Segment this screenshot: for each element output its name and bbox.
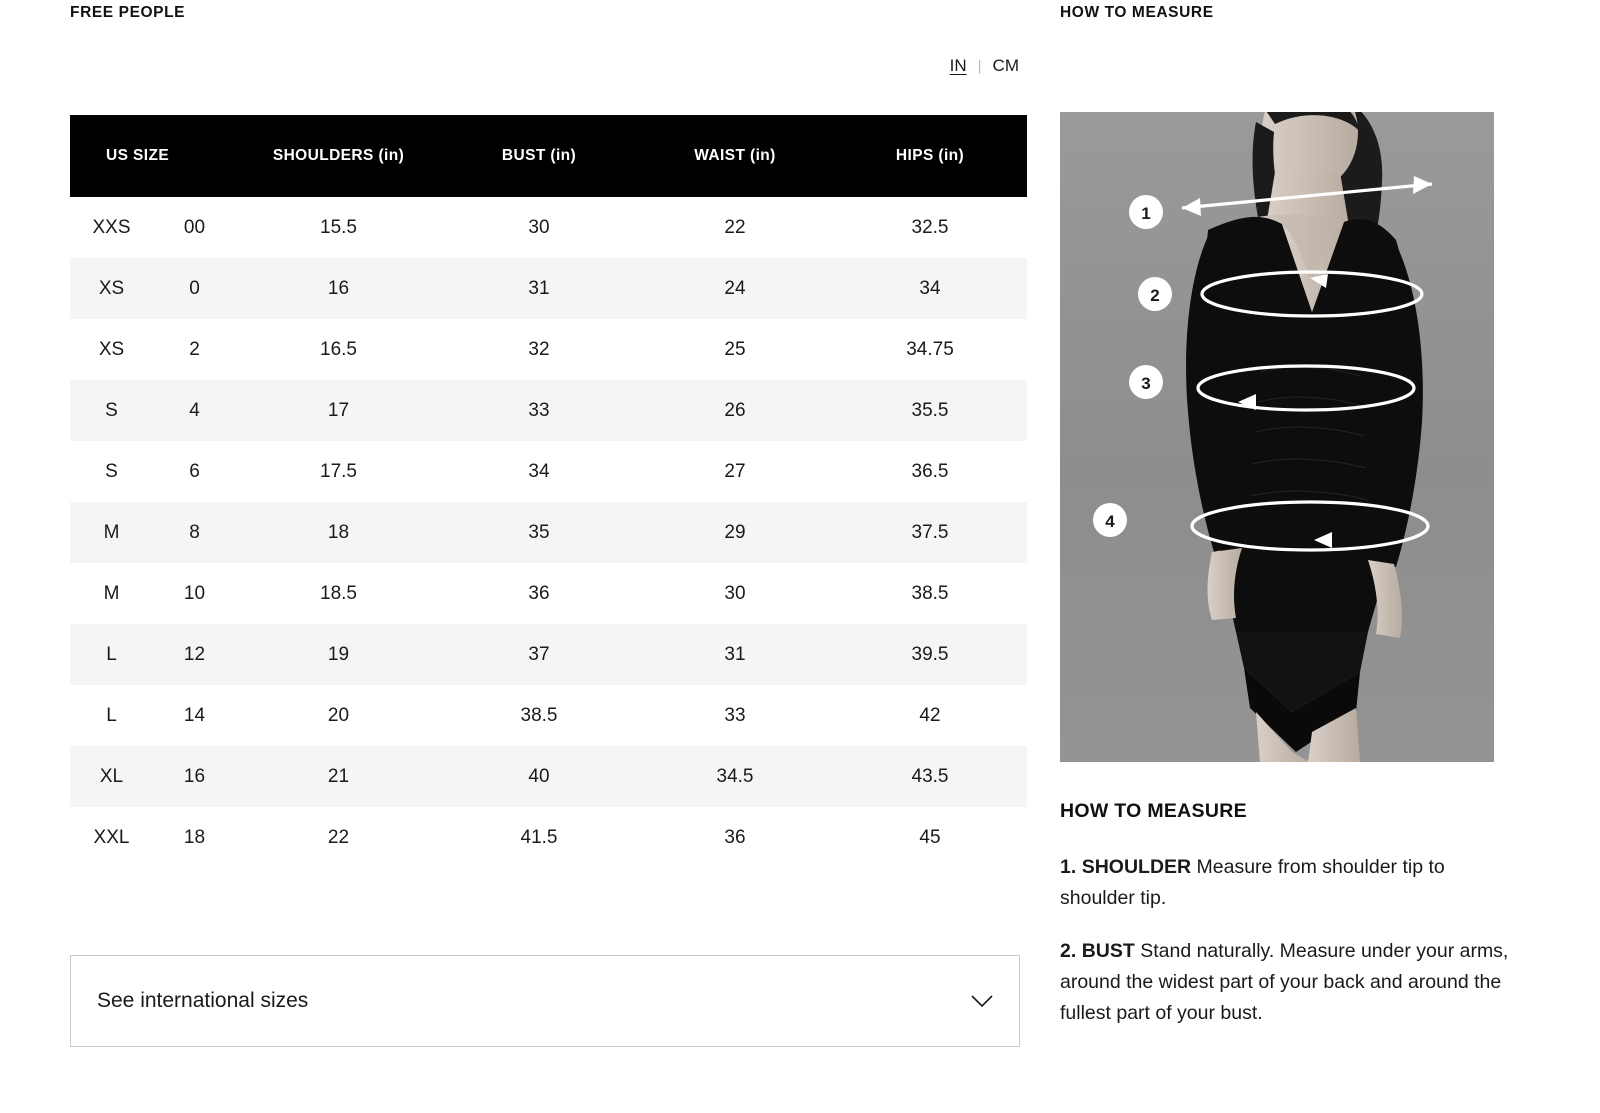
how-to-measure-panel [1060, 0, 1580, 1024]
cell-size-letter: XS [70, 258, 153, 319]
instruction-shoulder [1060, 852, 1510, 914]
cell-hips: 43.5 [833, 746, 1027, 807]
unit-divider: | [977, 57, 982, 75]
instruction-shoulder-text: Measure from shoulder tip to shoulder tip. [1060, 856, 1445, 909]
cell-shoulders: 21 [236, 746, 441, 807]
cell-waist: 36 [724, 826, 746, 848]
cell-size-number: 4 [153, 380, 236, 441]
svg-text:4: 4 [1105, 512, 1115, 531]
cell-size-number: 18 [183, 826, 206, 848]
cell-hips: 45 [919, 826, 941, 848]
cell-size-letter: S [105, 460, 118, 482]
cell-bust: 36 [528, 582, 550, 604]
cell-waist: 30 [724, 582, 746, 604]
cell-size-letter: XXL [93, 826, 130, 848]
cell-size-number: 14 [183, 704, 206, 726]
cell-bust: 38.5 [520, 704, 558, 726]
table-row [70, 380, 1027, 441]
table-header-row [70, 115, 1027, 197]
cell-hips: 38.5 [911, 582, 949, 604]
cell-size-number: 6 [189, 460, 200, 482]
unit-inches-option[interactable]: IN [949, 56, 967, 75]
cell-bust: 30 [528, 216, 550, 238]
cell-shoulders: 18.5 [320, 582, 357, 604]
cell-shoulders: 19 [236, 624, 441, 685]
size-chart-table [70, 115, 1027, 868]
column-header-waist: WAIST (in) [637, 115, 833, 197]
svg-text:1: 1 [1141, 204, 1151, 223]
table-body [70, 197, 1027, 868]
table-row [70, 807, 1027, 868]
cell-size-letter: M [70, 502, 153, 563]
cell-waist: 24 [637, 258, 833, 319]
cell-waist: 31 [637, 624, 833, 685]
cell-waist: 22 [724, 216, 746, 238]
how-to-measure-instructions [1060, 852, 1510, 1051]
how-to-measure-image [1060, 112, 1494, 762]
cell-waist: 34.5 [637, 746, 833, 807]
cell-shoulders: 17 [236, 380, 441, 441]
cell-size-letter: L [70, 624, 153, 685]
cell-size-letter: XXS [92, 216, 131, 238]
table-row [70, 563, 1027, 624]
table-row [70, 685, 1027, 746]
column-header-us-size: US SIZE [70, 115, 236, 197]
table-row [70, 502, 1027, 563]
cell-size-number: 00 [183, 216, 206, 238]
instruction-shoulder-term: SHOULDER [1081, 856, 1192, 878]
column-header-bust: BUST (in) [441, 115, 637, 197]
cell-hips: 36.5 [911, 460, 949, 482]
column-header-hips: HIPS (in) [833, 115, 1027, 197]
cell-bust: 33 [441, 380, 637, 441]
international-sizes-label: See international sizes [97, 989, 309, 1012]
cell-hips: 37.5 [833, 502, 1027, 563]
cell-waist: 33 [724, 704, 746, 726]
cell-shoulders: 17.5 [320, 460, 357, 482]
cell-bust: 37 [441, 624, 637, 685]
cell-hips: 34 [833, 258, 1027, 319]
cell-hips: 42 [919, 704, 941, 726]
svg-text:3: 3 [1141, 374, 1151, 393]
table-header [70, 115, 1027, 197]
cell-bust: 40 [441, 746, 637, 807]
cell-shoulders: 16 [236, 258, 441, 319]
cell-size-number: 8 [153, 502, 236, 563]
instruction-bust-term: BUST [1081, 940, 1135, 962]
table-row [70, 258, 1027, 319]
column-header-shoulders: SHOULDERS (in) [236, 115, 441, 197]
cell-hips: 39.5 [833, 624, 1027, 685]
cell-hips: 34.75 [906, 338, 954, 360]
unit-toggle[interactable] [949, 56, 1020, 76]
cell-shoulders: 15.5 [320, 216, 357, 238]
brand-title: FREE PEOPLE [70, 4, 186, 21]
cell-waist: 26 [637, 380, 833, 441]
cell-shoulders: 22 [327, 826, 350, 848]
cell-size-number: 12 [153, 624, 236, 685]
cell-bust: 32 [528, 338, 550, 360]
instruction-bust-text: Stand naturally. Measure under your arms, around the widest part of your back and around the fullest part of your bust. [1060, 940, 1509, 1024]
svg-text:2: 2 [1150, 286, 1160, 305]
cell-hips: 35.5 [833, 380, 1027, 441]
table-row [70, 197, 1027, 258]
cell-shoulders: 20 [327, 704, 350, 726]
cell-size-letter: XS [98, 338, 125, 360]
cell-waist: 27 [724, 460, 746, 482]
cell-bust: 41.5 [520, 826, 558, 848]
cell-hips: 32.5 [911, 216, 949, 238]
cell-size-number: 10 [183, 582, 206, 604]
unit-centimeters-option[interactable]: CM [992, 56, 1019, 75]
cell-shoulders: 18 [236, 502, 441, 563]
cell-shoulders: 16.5 [320, 338, 357, 360]
cell-waist: 25 [724, 338, 746, 360]
size-chart-panel [70, 0, 1030, 1012]
table-row [70, 624, 1027, 685]
table-row [70, 746, 1027, 807]
cell-size-letter: M [103, 582, 120, 604]
chevron-down-icon[interactable] [971, 995, 993, 1008]
table-row [70, 441, 1027, 502]
cell-bust: 34 [528, 460, 550, 482]
cell-size-number: 16 [153, 746, 236, 807]
instruction-bust [1060, 936, 1510, 1029]
international-sizes-accordion[interactable] [70, 955, 1020, 1047]
cell-size-number: 2 [189, 338, 200, 360]
cell-size-letter: S [70, 380, 153, 441]
cell-bust: 31 [441, 258, 637, 319]
table-row [70, 319, 1027, 380]
cell-waist: 29 [637, 502, 833, 563]
how-to-measure-top-title: HOW TO MEASURE [1060, 4, 1214, 21]
cell-bust: 35 [441, 502, 637, 563]
instruction-bust-number: 2. [1060, 940, 1077, 962]
cell-size-letter: XL [70, 746, 153, 807]
cell-size-number: 0 [153, 258, 236, 319]
how-to-measure-section-title: HOW TO MEASURE [1060, 800, 1247, 822]
instruction-shoulder-number: 1. [1060, 856, 1077, 878]
cell-size-letter: L [106, 704, 117, 726]
